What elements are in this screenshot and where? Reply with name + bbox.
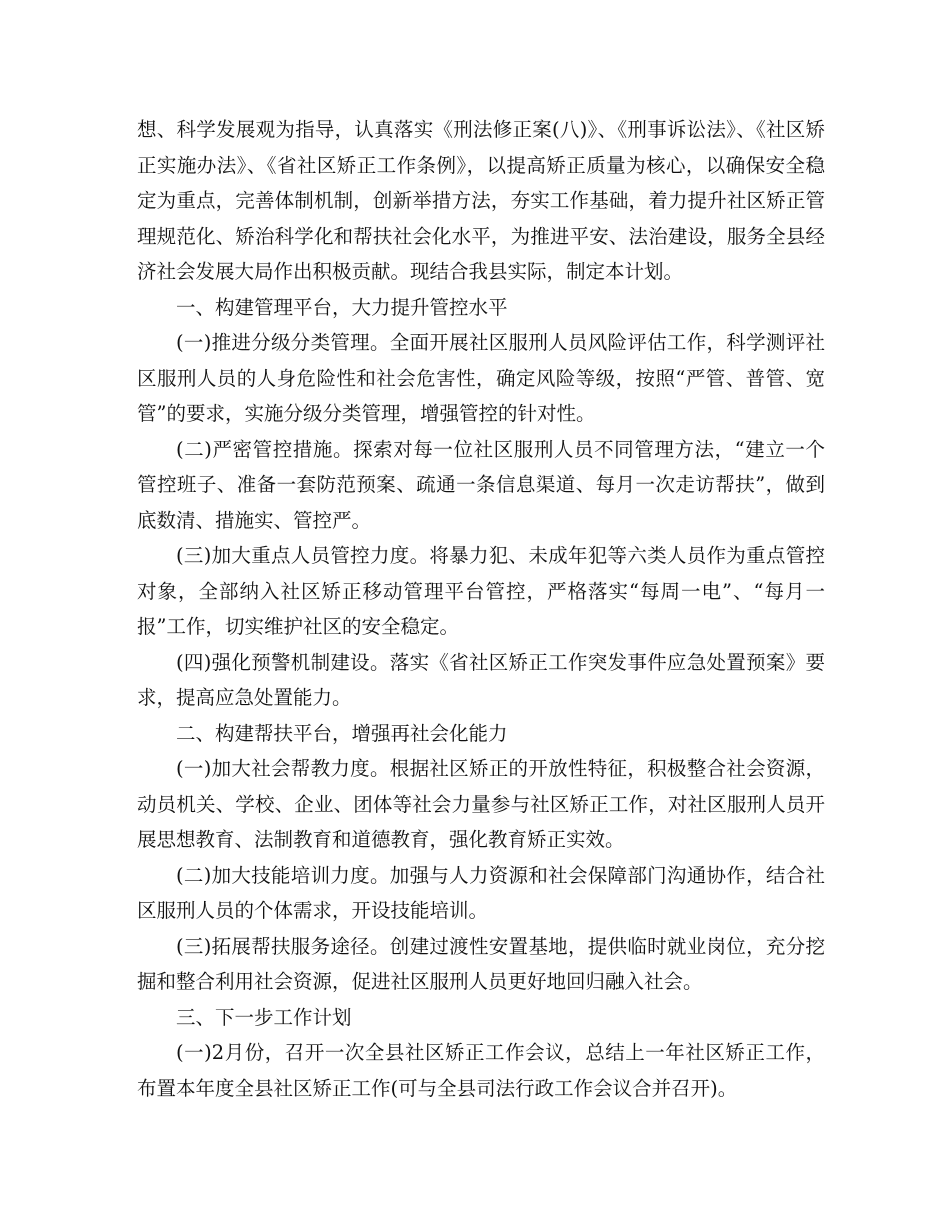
paragraph-february-meeting: (一)2月份，召开一次全县社区矫正工作会议，总结上一年社区矫正工作，布置本年度全县社区矫正工作(可与全县司法行政工作会议合并召开)。 xyxy=(137,1041,825,1100)
section-heading-management-platform: 一、构建管理平台，大力提升管控水平 xyxy=(176,295,508,319)
paragraph-social-assistance: (一)加大社会帮教力度。根据社区矫正的开放性特征，积极整合社会资源，动员机关、学校、企业、团体等社会力量参与社区矫正工作，对社区服刑人员开展思想教育、法制教育和道德教育，强化教育矫正实效。 xyxy=(137,757,825,851)
document-body xyxy=(137,112,825,1106)
paragraph-graded-management: (一)推进分级分类管理。全面开展社区服刑人员风险评估工作，科学测评社区服刑人员的人身危险性和社会危害性，确定风险等级，按照“严管、普管、宽管”的要求，实施分级分类管理，增强管控的针对性。 xyxy=(137,331,825,425)
paragraph-key-personnel: (三)加大重点人员管控力度。将暴力犯、未成年犯等六类人员作为重点管控对象，全部纳入社区矫正移动管理平台管控，严格落实“每周一电”、“每月一报”工作，切实维护社区的安全稳定。 xyxy=(137,544,825,638)
paragraph-strict-control: (二)严密管控措施。探索对每一位社区服刑人员不同管理方法，“建立一个管控班子、准备一套防范预案、疏通一条信息渠道、每月一次走访帮扶”，做到底数清、措施实、管控严。 xyxy=(137,437,825,532)
section-heading-next-steps: 三、下一步工作计划 xyxy=(176,1005,352,1029)
paragraph-intro-continuation: 想、科学发展观为指导，认真落实《刑法修正案(八)》、《刑事诉讼法》、《社区矫正实施办法》、《省社区矫正工作条例》，以提高矫正质量为核心，以确保安全稳定为重点，完善体制机制，创新举措方法，夯实工作基础，着力提升社区矫正管理规范化、矫治科学化和帮扶社会化水平，为推进平安、法治建设，服务全县经济社会发展大局作出积极贡献。现结合我县实际，制定本计划。 xyxy=(137,118,825,283)
paragraph-service-channels: (三)拓展帮扶服务途径。创建过渡性安置基地，提供临时就业岗位，充分挖掘和整合利用社会资源，促进社区服刑人员更好地回归融入社会。 xyxy=(137,934,825,993)
paragraph-early-warning: (四)强化预警机制建设。落实《省社区矫正工作突发事件应急处置预案》要求，提高应急处置能力。 xyxy=(137,650,825,709)
section-heading-assistance-platform: 二、构建帮扶平台，增强再社会化能力 xyxy=(176,721,508,745)
paragraph-skills-training: (二)加大技能培训力度。加强与人力资源和社会保障部门沟通协作，结合社区服刑人员的个体需求，开设技能培训。 xyxy=(137,863,825,922)
